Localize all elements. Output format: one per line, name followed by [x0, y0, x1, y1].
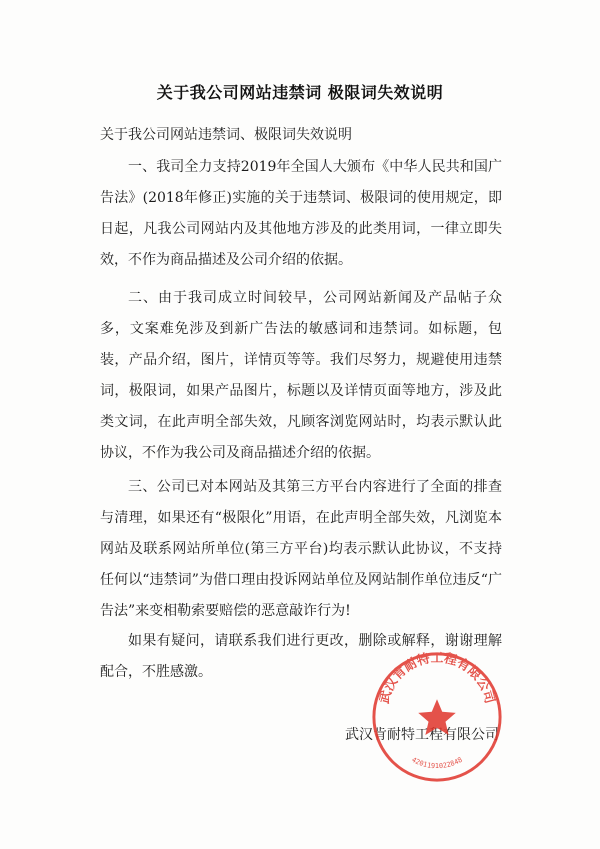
seal-registration-number: 4201191022848	[410, 755, 464, 771]
company-seal-stamp	[368, 648, 506, 786]
paragraph-3: 三、公司已对本网站及其第三方平台内容进行了全面的排查与清理，如果还有“极限化”用语，在此声明全部失效，凡浏览本网站及联系网站所单位(第三方平台)均表示默认此协议，不支持任何以“违禁词”为借口理由投诉网站单位及网站制作单位违反“广告法”来变相勒索要赔偿的恶意敲诈行为!	[100, 479, 502, 619]
paragraph-2: 二、由于我司成立时间较早，公司网站新闻及产品帖子众多，文案难免涉及到新广告法的敏感词和违禁词。如标题，包装，产品介绍，图片，详情页等等。我们尽努力，规避使用违禁词，极限词，如果产品图片，标题以及详情页面等地方，涉及此类文词，在此声明全部失效，凡顾客浏览网站时，均表示默认此协议，不作为我公司及商品描述介绍的依据。	[100, 290, 502, 461]
seal-star-icon	[418, 699, 455, 735]
document-title: 关于我公司网站违禁词 极限词失效说明	[156, 83, 444, 102]
seal-ring-text: 武汉肯耐特工程有限公司	[377, 650, 497, 706]
company-signature: 武汉肯耐特工程有限公司	[345, 727, 499, 743]
paragraph-1: 一、我司全力支持2019年全国人大颁布《中华人民共和国广告法》(2018年修正)实施的关于违禁词、极限词的使用规定，即日起，凡我公司网站内及其他地方涉及的此类用词，一律立即失效，不作为商品描述及公司介绍的依据。	[100, 159, 502, 268]
paragraph-4: 如果有疑问，请联系我们进行更改，删除或解释，谢谢理解配合，不胜感激。	[100, 633, 502, 680]
subject-line: 关于我公司网站违禁词、极限词失效说明	[100, 127, 352, 143]
